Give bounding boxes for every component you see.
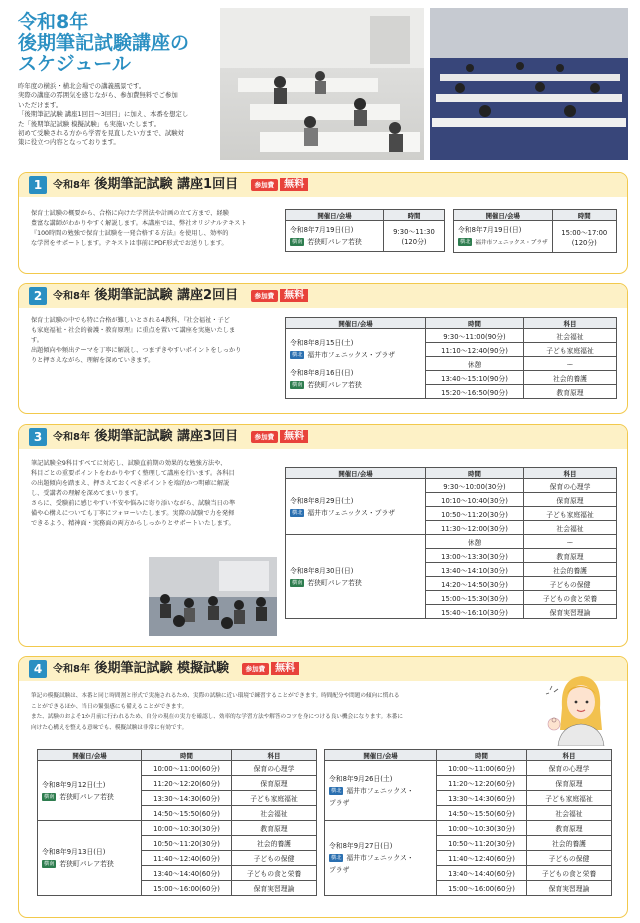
intro-text — [18, 82, 218, 148]
subject-cell: 社会福祉 — [527, 806, 612, 821]
th-time: 時間 — [142, 750, 232, 761]
desc-line: 科目ごとの重要ポイントをわかりやすく整理して講座を行います。各科目 — [31, 470, 235, 477]
subject-cell: 社会的養護 — [527, 836, 612, 851]
desc-line: 筆記の模擬試験は、本番と同じ時間割と形式で実施されるため、実際の試験に近い環境で練習することができます。時間配分や問題の傾向に慣れる — [31, 693, 400, 699]
intro-line: た「後期筆記試験 模擬試験」も実施いたします。 — [18, 119, 161, 128]
title-main: 後期筆記試験 講座1回目 — [94, 177, 239, 192]
section-description — [31, 316, 293, 366]
time-cell: 11:20～12:20(60分) — [142, 776, 232, 791]
mock-table-left — [37, 749, 317, 896]
venue-name-cont: プラザ — [329, 798, 350, 807]
title-main: 後期筆記試験 講座2回目 — [94, 288, 239, 303]
desc-line: 筆記試験全9科目すべてに対応し、試験直前期の効果的な勉強方法や、 — [31, 460, 227, 467]
session-date: 令和8年9月13日(日) — [42, 848, 106, 856]
session-date: 令和8年7月19日(日) — [458, 226, 522, 234]
time-cell: 13:00～13:30(30分) — [426, 549, 524, 563]
desc-line: の出題傾向を踏まえ、押さえておくべきポイントを端的かつ明確に解説 — [31, 480, 230, 487]
free-label: 無料 — [280, 178, 308, 191]
duration: (120分) — [571, 238, 597, 247]
th-date-venue: 開催日/会場 — [454, 210, 553, 221]
time-cell: 11:10～12:40(90分) — [426, 343, 524, 357]
page-title — [18, 12, 218, 75]
title-prefix: 令和8年 — [53, 180, 90, 191]
title-main: 後期筆記試験 講座3回目 — [94, 429, 239, 444]
desc-line: 向けた心構えを整える意味でも、模擬試験は非常に有効です。 — [31, 724, 188, 731]
th-time: 時間 — [384, 210, 445, 221]
schedule-table-2 — [285, 317, 617, 399]
title-prefix: 令和8年 — [53, 432, 90, 443]
time-cell: 13:40～15:10(90分) — [426, 371, 524, 385]
time-cell: 11:20～12:20(60分) — [437, 776, 527, 791]
venue-name: 福井市フェニックス・プラザ — [307, 508, 396, 517]
session-date: 令和8年7月19日(日) — [290, 226, 354, 234]
classroom-photo-2 — [430, 8, 628, 160]
th-subject: 科目 — [527, 750, 612, 761]
th-date-venue: 開催日/会場 — [325, 750, 437, 761]
time-cell: 14:50～15:50(60分) — [437, 806, 527, 821]
subject-cell: 保育実習理論 — [527, 881, 612, 896]
lecture-1-card — [18, 172, 628, 274]
subject-cell: 子どもの食と栄養 — [527, 866, 612, 881]
session-date: 令和8年8月29日(土) — [290, 496, 354, 505]
intro-line: 策に役立つ内容となっております。 — [18, 138, 120, 147]
time-cell: 13:30～14:30(60分) — [142, 791, 232, 806]
th-time: 時間 — [437, 750, 527, 761]
th-date-venue: 開催日/会場 — [286, 468, 426, 479]
subject-cell: 保育原理 — [524, 493, 617, 507]
intro-line: 初めて受験される方から学習を見直したい方まで、試験対 — [18, 129, 185, 138]
fee-badge: 参加費 — [251, 431, 279, 443]
area-tag: 横南 — [292, 239, 303, 245]
area-tag: 横北 — [292, 351, 303, 358]
subject-cell: 保育実習理論 — [524, 605, 617, 619]
section-description — [31, 459, 293, 529]
time-cell: 10:50～11:20(30分) — [437, 836, 527, 851]
title-main: 後期筆記試験 模擬試験 — [94, 661, 230, 676]
desc-line: 『100時間の勉強で保育士試験を一発合格する方法』を使用し、効率的 — [31, 230, 229, 237]
desc-line: 出題傾向や頻出テーマを丁寧に解説し、つまずきやすいポイントをしっかり — [31, 347, 242, 354]
session-date: 令和8年8月30日(日) — [290, 566, 354, 575]
time-cell: 10:00～10:30(30分) — [437, 821, 527, 836]
venue-cell — [286, 535, 426, 619]
session-venue — [286, 221, 384, 252]
subject-cell: 子ども家庭福祉 — [524, 507, 617, 521]
area-tag: 横南 — [44, 793, 55, 800]
time-cell: 11:30～12:00(30分) — [426, 521, 524, 535]
subject-cell: 社会福祉 — [232, 806, 317, 821]
time-cell: 13:40～14:10(30分) — [426, 563, 524, 577]
section-number: 3 — [29, 428, 47, 446]
venue-cell — [325, 821, 437, 896]
venue-name: 福井市フェニックス・ — [346, 854, 414, 862]
time-cell: 13:40～14:40(60分) — [437, 866, 527, 881]
subject-cell: 保育の心理学 — [524, 479, 617, 493]
title-line: 令和8年 — [18, 11, 89, 33]
th-date-venue: 開催日/会場 — [38, 750, 142, 761]
th-time: 時間 — [426, 318, 524, 329]
subject-cell: 子どもの食と栄養 — [232, 866, 317, 881]
desc-line: 保育士試験の中でも特に合格が難しいとされる4教科、『社会福祉・子ど — [31, 317, 230, 324]
th-subject: 科目 — [524, 318, 617, 329]
section-title — [53, 660, 299, 679]
subject-cell: 子ども家庭福祉 — [232, 791, 317, 806]
th-date-venue: 開催日/会場 — [286, 210, 384, 221]
desc-line: す。 — [31, 337, 43, 344]
session-date: 令和8年9月26日(土) — [329, 774, 393, 783]
time-cell: 10:00～10:30(30分) — [142, 821, 232, 836]
venue-name: 若狭町パレア若狭 — [307, 578, 362, 587]
subject-cell: 保育原理 — [232, 776, 317, 791]
intro-line: 実際の講座の雰囲気を感じながら、参加費無料でご参加 — [18, 91, 178, 100]
venue-cell — [286, 479, 426, 535]
area-tag: 横北 — [292, 509, 303, 516]
subject-cell: 子どもの保健 — [232, 851, 317, 866]
subject-cell: ー — [524, 357, 617, 371]
desc-line: また、試験のおよそ1か月前に行われるため、自分の現在の実力を確認し、効率的な学習方法や解答のコツを身につける良い機会になります。本番に — [31, 714, 403, 720]
person-illustration-icon — [540, 668, 620, 746]
area-tag: 横北 — [331, 855, 342, 861]
classroom-photo-1 — [220, 8, 424, 160]
desc-line: も家庭福祉・社会的養護・教育原理』に重点を置いて講座を実施いたしま — [31, 327, 236, 334]
subject-cell: 教育原理 — [524, 549, 617, 563]
venue-name-cont: プラザ — [329, 866, 350, 874]
session-time — [552, 221, 616, 253]
time-cell: 10:50～11:20(30分) — [142, 836, 232, 851]
time-cell: 9:30～10:00(30分) — [426, 479, 524, 493]
header — [0, 0, 640, 165]
time-cell: 13:40～14:40(60分) — [142, 866, 232, 881]
desc-line: し、受講者の理解を深めてまいります。 — [31, 490, 142, 497]
lecture-3-card — [18, 424, 628, 647]
th-subject: 科目 — [524, 468, 617, 479]
subject-cell: 子どもの食と栄養 — [524, 591, 617, 605]
subject-cell: 子どもの保健 — [524, 577, 617, 591]
area-tag: 横北 — [331, 787, 342, 794]
free-label: 無料 — [271, 662, 299, 675]
intro-line: いただけます。 — [18, 100, 63, 109]
fee-badge: 参加費 — [242, 663, 270, 675]
intro-line: 「後期筆記試験 講座1回目～3回目」に加え、本番を想定し — [18, 110, 189, 119]
title-prefix: 令和8年 — [53, 664, 90, 675]
title-line: スケジュール — [18, 53, 131, 75]
time-cell: 10:00～11:00(60分) — [142, 761, 232, 776]
subject-cell: 教育原理 — [524, 385, 617, 399]
subject-cell: 社会的養護 — [524, 371, 617, 385]
time-cell: 10:00～11:00(60分) — [437, 761, 527, 776]
time-cell: 10:10～10:40(30分) — [426, 493, 524, 507]
desc-line: できるよう、精神面・実務面の両方からしっかりとサポートいたします。 — [31, 520, 235, 527]
mock-table-right — [324, 749, 612, 896]
desc-line: 備や心構えについても丁寧にフォローいたします。実際の試験で力を発揮 — [31, 510, 235, 517]
subject-cell: 保育原理 — [527, 776, 612, 791]
desc-line: ことができるほか、当日の緊張感にも備えることができます。 — [31, 703, 188, 710]
time-cell: 休憩 — [426, 535, 524, 549]
duration: (120分) — [401, 238, 427, 246]
time-cell: 15:20～16:50(90分) — [426, 385, 524, 399]
subject-cell: 子ども家庭福祉 — [524, 343, 617, 357]
venue-name: 若狭町パレア若狭 — [307, 380, 362, 389]
fee-badge: 参加費 — [251, 290, 279, 302]
venue-cell — [38, 761, 142, 821]
schedule-table-1a — [285, 209, 445, 252]
subject-cell: 社会福祉 — [524, 329, 617, 343]
subject-cell: 社会的養護 — [232, 836, 317, 851]
desc-line: 豊富な講師がわかりやすく解説します。本講座では、弊社オリジナルテキスト — [31, 220, 247, 227]
th-date-venue: 開催日/会場 — [286, 318, 426, 329]
fee-badge: 参加費 — [251, 179, 279, 191]
time-cell: 14:50～15:50(60分) — [142, 806, 232, 821]
venue-cell — [325, 761, 437, 821]
session-time — [384, 221, 445, 252]
subject-cell: 保育実習理論 — [232, 881, 317, 896]
venue-name: 福井市フェニックス・プラザ — [307, 350, 396, 359]
th-time: 時間 — [426, 468, 524, 479]
subject-cell: 社会的養護 — [524, 563, 617, 577]
desc-line: さらに、受験前に感じやすい不安や悩みに寄り添いながら、試験当日の準 — [31, 500, 236, 507]
desc-line: 保育士試験の概要から、合格に向けた学習法や計画の立て方まで、経験 — [31, 210, 229, 217]
schedule-table-3 — [285, 467, 617, 619]
subject-cell: 教育原理 — [232, 821, 317, 836]
time-cell: 13:30～14:30(60分) — [437, 791, 527, 806]
desc-line: りと押さえながら、理解を深めていきます。 — [31, 357, 155, 364]
session-venue — [454, 221, 553, 253]
subject-cell: 社会福祉 — [524, 521, 617, 535]
venue-name: 若狭町パレア若狭 — [59, 860, 114, 868]
subject-cell: ー — [524, 535, 617, 549]
section-title — [53, 287, 308, 306]
time-cell: 15:00～16:00(60分) — [437, 881, 527, 896]
session-date: 令和8年9月27日(日) — [329, 842, 393, 850]
time-cell: 15:00～15:30(30分) — [426, 591, 524, 605]
section-description — [31, 691, 541, 733]
time-cell: 休憩 — [426, 357, 524, 371]
subject-cell: 保育の心理学 — [527, 761, 612, 776]
title-prefix: 令和8年 — [53, 291, 90, 302]
subject-cell: 教育原理 — [527, 821, 612, 836]
time-cell: 9:30～11:00(90分) — [426, 329, 524, 343]
venue-name: 若狭町パレア若狭 — [59, 792, 114, 801]
subject-cell: 子ども家庭福祉 — [527, 791, 612, 806]
session-date: 令和8年8月16日(日) — [290, 368, 354, 377]
area-tag: 横北 — [460, 239, 471, 245]
desc-line: な学習をサポートします。テキストは事前にPDF形式でお送りします。 — [31, 240, 228, 247]
section-title — [53, 176, 308, 195]
intro-line: 昨年度の横浜・横北会場での講義風景です。 — [18, 82, 146, 90]
venue-name: 福井市フェニックス・ — [346, 786, 414, 795]
time-cell: 11:40～12:40(60分) — [437, 851, 527, 866]
section-number: 4 — [29, 660, 47, 678]
session-date: 令和8年9月12日(土) — [42, 780, 106, 789]
section-number: 1 — [29, 176, 47, 194]
title-line: 後期筆記試験講座の — [18, 32, 190, 54]
time-cell: 10:50～11:20(30分) — [426, 507, 524, 521]
section-description — [31, 209, 293, 249]
area-tag: 横南 — [292, 381, 303, 388]
section-number: 2 — [29, 287, 47, 305]
session-date: 令和8年8月15日(土) — [290, 338, 354, 347]
venue-name: 福井市フェニックス・プラザ — [475, 240, 548, 246]
th-subject: 科目 — [232, 750, 317, 761]
time-range: 9:30～11:30 — [393, 228, 435, 236]
venue-name: 若狭町パレア若狭 — [307, 238, 362, 246]
venue-cell — [38, 821, 142, 896]
time-cell: 14:20～14:50(30分) — [426, 577, 524, 591]
lecture-2-card — [18, 283, 628, 414]
venue-cell — [286, 329, 426, 399]
mock-exam-card — [18, 656, 628, 918]
lecture-photo — [149, 557, 277, 636]
subject-cell: 子どもの保健 — [527, 851, 612, 866]
subject-cell: 保育の心理学 — [232, 761, 317, 776]
time-cell: 15:00～16:00(60分) — [142, 881, 232, 896]
free-label: 無料 — [280, 289, 308, 302]
area-tag: 横南 — [292, 579, 303, 586]
schedule-table-1b — [453, 209, 617, 253]
time-cell: 15:40～16:10(30分) — [426, 605, 524, 619]
section-title — [53, 428, 308, 447]
free-label: 無料 — [280, 430, 308, 443]
time-cell: 11:40～12:40(60分) — [142, 851, 232, 866]
area-tag: 横南 — [44, 861, 55, 867]
th-time: 時間 — [552, 210, 616, 221]
time-range: 15:00～17:00 — [561, 228, 608, 237]
